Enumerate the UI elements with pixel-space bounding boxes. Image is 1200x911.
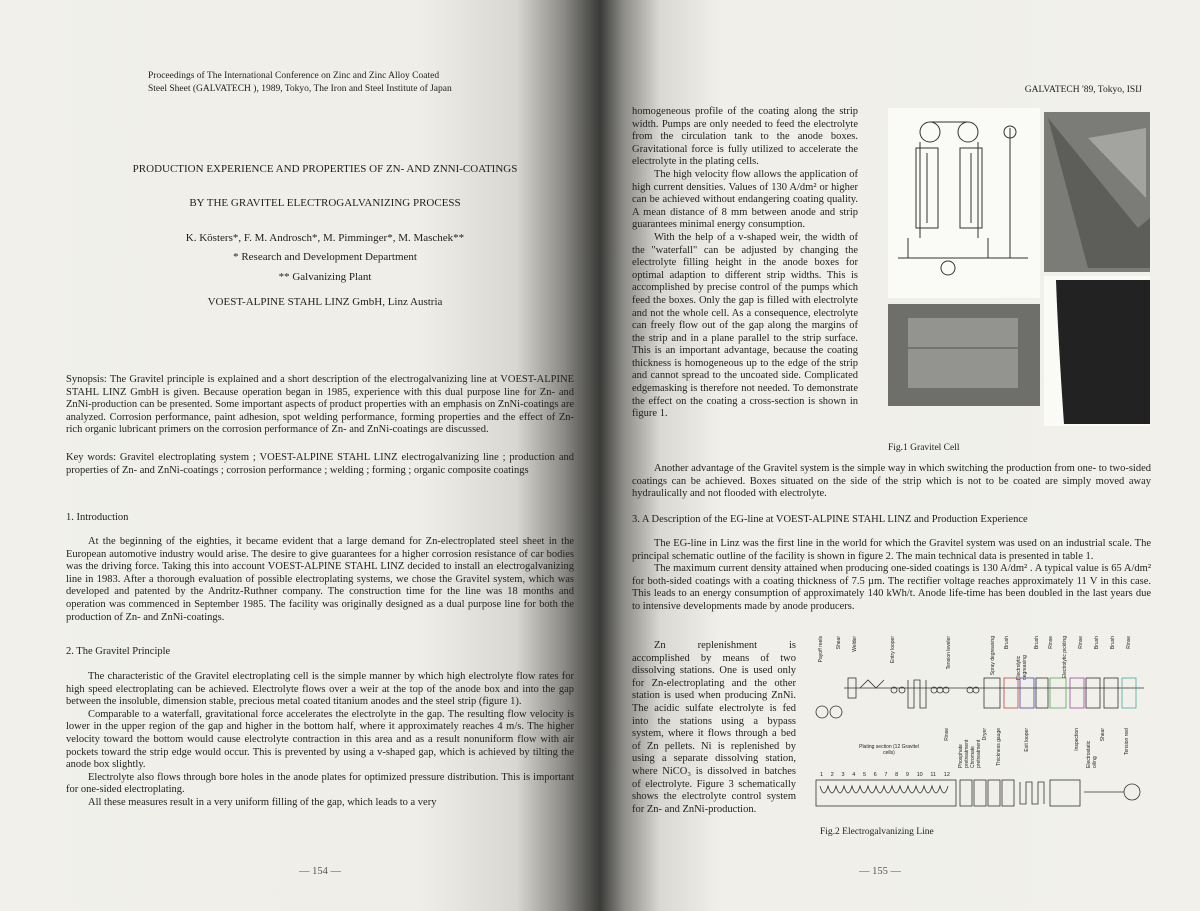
page-number-right: — 155 — (859, 866, 901, 877)
section-2-paragraph-1: The characteristic of the Gravitel electroplating cell is the simple manner by which high electrolyte flow rates for high speed electroplating can be achieved. Electrolyte flows over a weir at the top of the anode box and into the gap between the insoluble, dimension stable, precious metal coated titanium anodes and the steel strip (figure 1). (66, 671, 574, 708)
column-1-paragraph-1: homogeneous profile of the coating along the strip width. Pumps are only needed to feed the electrolyte from the circulation tank to the anode boxes. Gravitational force is fully utilized to accelerate the electrolyte in the plating cells. (632, 106, 858, 168)
fig2-upper-line-drawing (814, 676, 1152, 722)
fig2-top-labels (814, 636, 1152, 680)
cell-number-6: 6 (873, 772, 877, 778)
fig2-lower-line-drawing (814, 768, 1152, 812)
running-header: GALVATECH '89, Tokyo, ISIJ (1024, 85, 1142, 95)
cell-number-9: 9 (905, 772, 909, 778)
proceedings-header-line1: Proceedings of The International Conference on Zinc and Zinc Alloy Coated (148, 71, 440, 81)
label-phosphate-pretreatment: Phosphate pretreatment (958, 739, 970, 768)
label-rinse-4: Rinse (944, 728, 950, 741)
section-2-body (66, 671, 574, 810)
label-exit-looper: Exit looper (1024, 728, 1030, 752)
label-thickness-gauge: Thickness gauge (996, 728, 1002, 766)
label-spray-degreasing: Spray degreasing (990, 636, 996, 676)
gravitel-cell-figure (888, 108, 1150, 434)
column-1-paragraph-2: The high velocity flow allows the application of high current densities. Values of 130 A/dm² or higher can be achieved without endangering coating quality. A mean distance of 8 mm between anode and strip guarantees minimal energy consumption. (632, 168, 858, 231)
cell-number-8: 8 (895, 772, 899, 778)
cell-number-1: 1 (820, 772, 824, 778)
page-number-left: — 154 — (299, 866, 341, 877)
affiliation-1: * Research and Development Department (233, 251, 417, 263)
label-brush-4: Brush (1110, 636, 1116, 650)
section-1-body (66, 536, 574, 624)
label-brush-1: Brush (1004, 636, 1010, 650)
figure-1 (888, 108, 1150, 434)
column-1-paragraph-3: With the help of a v-shaped weir, the width of the "waterfall" can be adjusted by changing the electrolyte filling height in the anode boxes for optimal adaption to different strip widths. This is accomplished by precise control of the pumps which feed the boxes. Only the gap is filled with electrolyte and not the whole cell. As a consequence, electrolyte can freely flow out of the gap along the margins of the strip and in a plane parallel to the strip surface. This is an important advantage, because the coating thickness is homogeneous up to the edge of the strip and cannot spread to the uncoated side. Complicated edgemasking is therefore not needed. To demonstrate the effect on the coating a cross-section is shown in figure 1. (632, 231, 858, 420)
label-shear-2: Shear (1100, 728, 1106, 742)
label-entry-looper: Entry looper (890, 636, 896, 663)
section-1-heading: 1. Introduction (66, 512, 129, 523)
section-3-body (632, 538, 1151, 614)
paper-title-line2: BY THE GRAVITEL ELECTROGALVANIZING PROCESS (189, 197, 461, 209)
label-dryer: Dryer (982, 728, 988, 741)
label-chromate-pretreatment: Chromate pretreatment (970, 739, 982, 768)
right-page (600, 0, 1200, 911)
section-3-heading: 3. A Description of the EG-line at VOEST-ALPINE STAHL LINZ and Production Experience (632, 514, 1028, 525)
section-2-heading: 2. The Gravitel Principle (66, 646, 171, 657)
fig2-plating-section-label: Plating section (12 Gravitel cells) (859, 744, 919, 756)
paper-title-line1: PRODUCTION EXPERIENCE AND PROPERTIES OF ZN- AND ZNNI-COATINGS (132, 163, 518, 175)
label-rinse-3: Rinse (1126, 636, 1132, 649)
label-rinse-1: Rinse (1048, 636, 1054, 649)
label-electrostatic-oiling: Electrostatic oiling (1086, 740, 1098, 768)
company: VOEST-ALPINE STAHL LINZ GmbH, Linz Austria (207, 296, 443, 308)
label-tension-reel: Tension reel (1124, 728, 1130, 755)
proceedings-header-line2: Steel Sheet (GALVATECH ), 1989, Tokyo, The Iron and Steel Institute of Japan (148, 84, 452, 94)
section-1-paragraph: At the beginning of the eighties, it became evident that a large demand for Zn-electroplated steel sheet in the European automotive industry would arise. The desire to give guarantees for a higher corrosion resistance of car bodies was the driving force. Taking this into account VOEST-ALPINE STAHL LINZ decided to install an electrogalvanizing line in 1983. After a thorough evaluation of possible electroplating systems, we chose the Gravitel system, which was developed and patented by the Andritz-Ruthner company. The construction time for the line was 18 months and operation was commenced in September 1985. The facility was originally designed as a dual purpose line for both the production of Zn- and ZnNi-coatings. (66, 536, 574, 623)
label-welder: Welder (852, 636, 858, 652)
cell-number-5: 5 (862, 772, 866, 778)
cell-number-2: 2 (830, 772, 834, 778)
cell-number-7: 7 (884, 772, 888, 778)
replenishment-paragraph: Zn replenishment is accomplished by means of two dissolving stations. One is used only for Zn-electroplating and the other station is used when producing ZnNi. The acidic sulfate electrolyte is fed into the stations using a bypass system, where it flows through a bed of Zn pellets. Ni is replenished by using a separate dissolving station, where NiCO₃ is dissolved in batches of electrolyte. Figure 3 schematically shows the electrolyte control system for Zn- and ZnNi-production. (632, 640, 796, 815)
cell-number-11: 11 (930, 772, 937, 778)
label-electrolytic-degreasing: Electrolytic degreasing (1016, 655, 1028, 680)
label-brush-3: Brush (1094, 636, 1100, 650)
cell-number-10: 10 (916, 772, 923, 778)
authors: K. Kösters*, F. M. Androsch*, M. Pimminger*, M. Maschek** (185, 232, 465, 244)
label-payoff-reels: Payoff reels (818, 636, 824, 663)
fig2-bottom-labels (944, 728, 1144, 768)
label-rinse-2: Rinse (1078, 636, 1084, 649)
cell-number-4: 4 (852, 772, 856, 778)
label-inspection: Inspection (1074, 728, 1080, 751)
section-3-paragraph-2: The maximum current density attained when producing one-sided coatings is 130 A/dm² . A typical value is 65 A/dm² for both-sided coatings with a coating thickness of 7.5 µm. The rectifier voltage reaches approximately 11 V in this case. This leads to an energy consumption of approximately 140 kWh/t. Anode life-time has been doubled in the last years due to intensive developments made by anode producers. (632, 563, 1151, 612)
column-1-text (632, 106, 858, 421)
cell-number-12: 12 (943, 772, 950, 778)
section-2-paragraph-3: Electrolyte also flows through bore holes in the anode plates for optimized pressure distribution. This is important for one-sided electroplating. (66, 771, 574, 796)
label-tension-leveler: Tension leveler (946, 636, 952, 670)
synopsis: Synopsis: The Gravitel principle is explained and a short description of the electrogalvanizing line at VOEST-ALPINE STAHL LINZ GmbH is given. Because operation began in 1985, experience with this dual purpose line for Zn- and ZnNi-production can be presented. Some important aspects of product properties with an emphasis on ZnNi-coatings are analyzed. Corrosion performance, paint adhesion, spot welding performance, forming properties and the effect of Zn-rich organic lubricant primers on the corrosion performance of Zn- and ZnNi-coatings are discussed. (66, 374, 574, 436)
figure-2 (814, 636, 1152, 826)
gravitel-advantage-paragraph: Another advantage of the Gravitel system is the simple way in which switching the production from one- to two-sided coatings can be achieved. Boxes situated on the side of the strip which is not to be coated are simply moved away hydraulically and not flooded with electrolyte. (632, 463, 1151, 500)
section-2-paragraph-4: All these measures result in a very uniform filling of the gap, which leads to a very (88, 796, 437, 808)
label-electrolytic-pickling: Electrolytic pickling (1062, 636, 1068, 679)
section-3-paragraph-1: The EG-line in Linz was the first line in the world for which the Gravitel system was used on an industrial scale. The principal schematic outline of the facility is shown in figure 2. The main technical data is presented in table 1. (632, 538, 1151, 562)
cell-number-3: 3 (841, 772, 845, 778)
figure-1-caption: Fig.1 Gravitel Cell (888, 443, 960, 453)
affiliation-2: ** Galvanizing Plant (278, 271, 372, 283)
keywords: Key words: Gravitel electroplating system ; VOEST-ALPINE STAHL LINZ electrogalvanizing line ; production and properties of Zn- and ZnNi-coatings ; corrosion performance ; welding ; forming ; organic composite coatings (66, 452, 574, 476)
label-brush-2: Brush (1034, 636, 1040, 650)
proceedings-header (148, 70, 508, 96)
cell-schematic-panel (888, 108, 1040, 298)
figure-2-caption: Fig.2 Electrogalvanizing Line (820, 827, 934, 837)
section-2-paragraph-2: Comparable to a waterfall, gravitational force accelerates the electrolyte in the gap. The resulting flow velocity is lower in the upper region of the gap and higher in the bottom half, where it approximately reaches 4 m/s. The higher velocity toward the bottom would cause electrolyte contraction in this area and as a result nonuniform flow with air pockets toward the strip edge would occur. This is prevented by using a v-shaped gap, which is achieved by tilting the anode box slightly. (66, 708, 574, 771)
label-shear: Shear (836, 636, 842, 650)
